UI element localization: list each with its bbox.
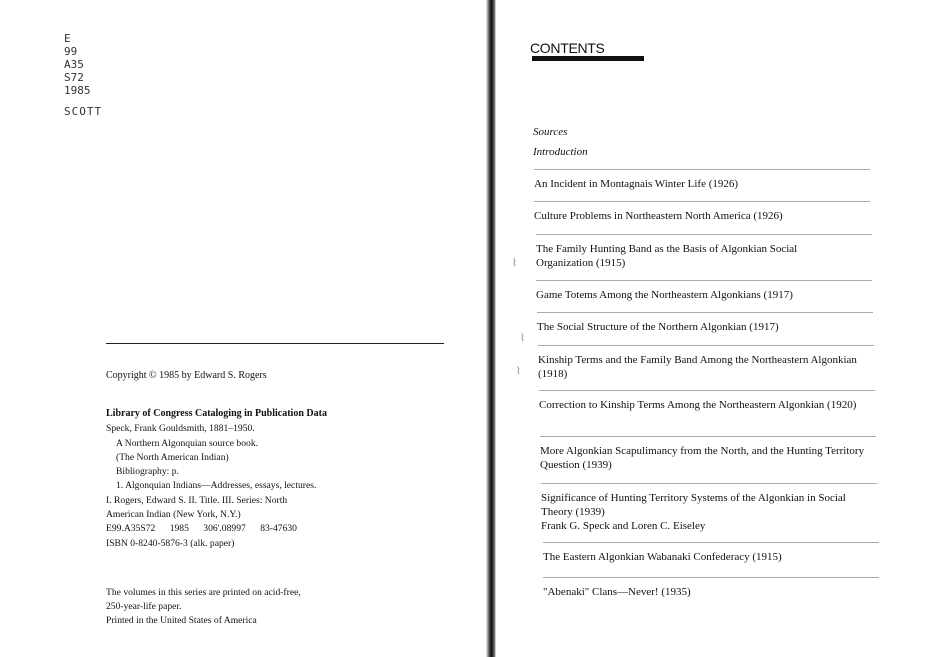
cip-line: (The North American Indian) xyxy=(116,451,229,463)
entry-title: Kinship Terms and the Family Band Among the Northeastern Algonkian (1918) xyxy=(538,354,857,380)
cip-line: ISBN 0-8240-5876-3 (alk. paper) xyxy=(106,537,235,549)
entry-rule xyxy=(541,483,877,484)
entry-rule xyxy=(539,390,875,391)
call-number-line: 1985 xyxy=(64,84,91,97)
front-matter-item: Sources xyxy=(533,126,568,138)
contents-entry xyxy=(534,209,864,223)
entry-title: An Incident in Montagnais Winter Life (1926) xyxy=(534,178,739,190)
contents-entry xyxy=(543,550,878,564)
right-page xyxy=(496,0,940,657)
entry-rule xyxy=(534,201,870,202)
entry-title: The Social Structure of the Northern Algonkian (1917) xyxy=(537,321,779,333)
entry-title: Game Totems Among the Northeastern Algonkians (1917) xyxy=(536,289,793,301)
contents-entry xyxy=(536,288,866,302)
contents-entry xyxy=(539,398,874,412)
cip-line: American Indian (New York, N.Y.) xyxy=(106,509,241,521)
pencil-check-mark-icon: ⌇ xyxy=(520,333,525,344)
cip-line: 1. Algonquian Indians—Addresses, essays, lectures. xyxy=(116,480,317,492)
entry-rule xyxy=(540,436,876,437)
call-number-line: SCOTT xyxy=(64,105,103,118)
entry-rule xyxy=(543,577,879,578)
library-call-number xyxy=(64,32,102,118)
entry-title: Correction to Kinship Terms Among the Northeastern Algonkian (1920) xyxy=(539,399,857,411)
contents-entry xyxy=(540,444,875,472)
call-number-line: A35 xyxy=(64,58,84,71)
entry-rule xyxy=(536,280,872,281)
cip-heading: Library of Congress Cataloging in Publication Data xyxy=(106,408,327,419)
call-number-line: 99 xyxy=(64,45,78,58)
entry-title: The Eastern Algonkian Wabanaki Confederacy (1915) xyxy=(543,551,782,563)
cip-line: E99.A35S72 1985 306'.08997 83-47630 xyxy=(106,523,297,535)
cip-line: Speck, Frank Gouldsmith, 1881–1950. xyxy=(106,423,255,435)
cip-line: I. Rogers, Edward S. II. Title. III. Series: North xyxy=(106,494,288,506)
paper-note-line: Printed in the United States of America xyxy=(106,615,257,626)
contents-entry xyxy=(543,585,878,599)
call-number-line: E xyxy=(64,32,71,45)
entry-rule xyxy=(534,169,870,170)
heading-underline xyxy=(532,56,644,61)
pencil-check-mark-icon: ⌇ xyxy=(516,366,521,377)
horizontal-rule xyxy=(106,343,444,344)
cip-block xyxy=(106,407,376,551)
entry-title: The Family Hunting Band as the Basis of Algonkian Social Organization (1915) xyxy=(536,243,798,269)
paper-note-line: The volumes in this series are printed on acid-free, xyxy=(106,587,301,598)
contents-entry xyxy=(538,353,858,381)
contents-entry xyxy=(534,177,864,191)
entry-rule xyxy=(543,542,879,543)
entry-title: Culture Problems in Northeastern North America (1926) xyxy=(534,210,783,222)
entry-rule xyxy=(538,345,874,346)
call-number-line: S72 xyxy=(64,71,84,84)
contents-entry xyxy=(541,491,876,533)
entry-title: "Abenaki" Clans—Never! (1935) xyxy=(543,586,691,598)
entry-byline: Frank G. Speck and Loren C. Eiseley xyxy=(541,520,706,532)
paper-note-line: 250-year-life paper. xyxy=(106,601,182,612)
entry-rule xyxy=(537,312,873,313)
cip-line: A Northern Algonquian source book. xyxy=(116,437,259,449)
cip-line: Bibliography: p. xyxy=(116,466,179,478)
copyright-line: Copyright © 1985 by Edward S. Rogers xyxy=(106,370,267,381)
pencil-check-mark-icon: ⌇ xyxy=(512,258,517,269)
contents-entry xyxy=(536,242,846,270)
front-matter-item: Introduction xyxy=(533,146,588,158)
entry-title: More Algonkian Scapulimancy from the North, and the Hunting Territory Question (1939) xyxy=(540,445,865,471)
contents-entry xyxy=(537,320,867,334)
entry-title: Significance of Hunting Territory Systems of the Algonkian in Social Theory (1939) xyxy=(541,492,846,518)
entry-rule xyxy=(536,234,872,235)
paper-note xyxy=(106,586,301,628)
book-gutter xyxy=(486,0,496,657)
contents-heading: CONTENTS xyxy=(530,40,605,56)
